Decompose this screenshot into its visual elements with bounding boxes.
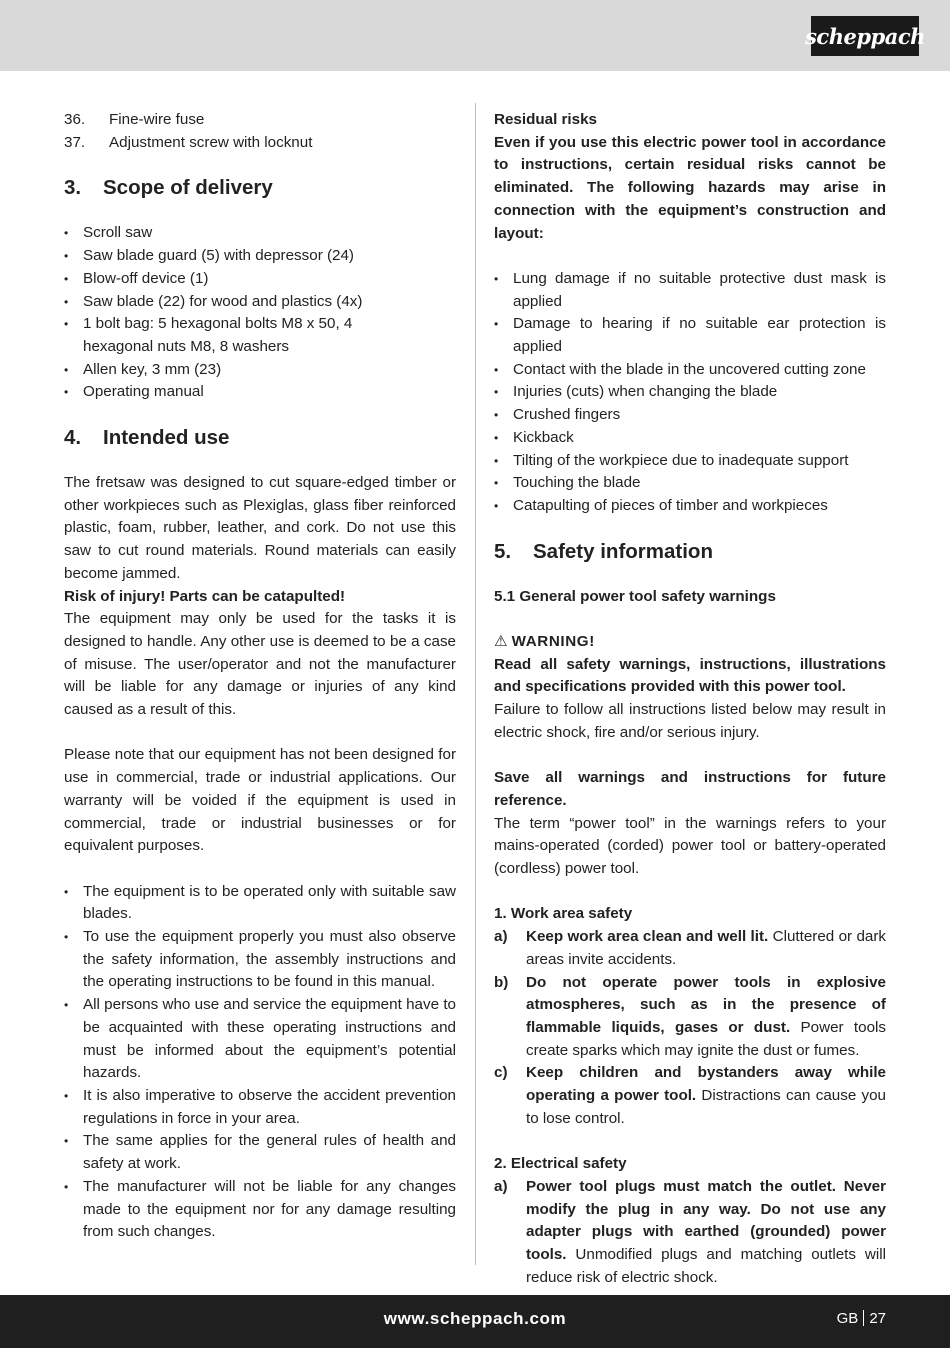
list-item: • Crushed fingers (494, 404, 886, 427)
page-header (0, 0, 950, 71)
residual-risks-list (494, 268, 886, 518)
residual-risks-title: Residual risks (494, 111, 597, 128)
warning-label: ⚠ WARNING! (494, 631, 886, 654)
list-item: b) Do not operate power tools in explosive atmospheres, such as in the presence of flammable liquids, gases or dust. Power tools create sparks which may ignite the dust or fumes. (494, 973, 887, 1059)
list-item: • To use the equipment properly you must also observe the safety information, the assembly instructions and the operating instructions to be found in this manual. (64, 926, 456, 994)
paragraph: The equipment may only be used for the tasks it is designed to handle. Any other use is deemed to be a case of misuse. The user/operator and not the manufacturer will be liable for any damage or injuries of any kind caused as a result of this. (64, 610, 456, 719)
section-heading-safety: 5. Safety information (494, 539, 713, 563)
list-item: • All persons who use and service the equipment have to be acquainted with these operating instructions and must be informed about the equipment’s potential hazards. (64, 994, 456, 1085)
list-item: • The manufacturer will not be liable for any changes made to the equipment nor for any damage resulting from such changes. (64, 1176, 456, 1244)
section-heading-scope: 3. Scope of delivery (64, 176, 273, 200)
paragraph: The fretsaw was designed to cut square-edged timber or other workpieces such as Plexiglas, glass fiber reinforced plastic, foam, rubber, leather, and cork. Do not use this saw to cut round materials. Round materials can easily become jammed. (64, 474, 456, 582)
electrical-safety-title: 2. Electrical safety (494, 1155, 627, 1173)
section-heading-intended-use: 4. Intended use (64, 426, 230, 450)
scope-list (64, 222, 456, 404)
list-item: • Saw blade guard (5) with depressor (24) (64, 245, 456, 268)
work-area-safety-title: 1. Work area safety (494, 905, 633, 923)
list-item: • Damage to hearing if no suitable ear protection is applied (494, 313, 886, 358)
list-item: • Blow-off device (1) (64, 268, 456, 291)
list-item: • Saw blade (22) for wood and plastics (4x) (64, 291, 456, 314)
list-item: • Touching the blade (494, 472, 886, 495)
list-item: 37. Adjustment screw with locknut (64, 133, 313, 151)
list-item: • Catapulting of pieces of timber and workpieces (494, 495, 886, 518)
page-number: GB 27 (836, 1310, 886, 1327)
list-item: c) Keep children and bystanders away while operating a power tool. Distractions can cause you to lose control. (494, 1064, 887, 1127)
list-item: • Scroll saw (64, 222, 456, 245)
left-column (64, 109, 456, 1244)
right-column (494, 109, 886, 1289)
intended-use-list (64, 881, 456, 1244)
list-item: • It is also imperative to observe the accident prevention regulations in force in your area. (64, 1085, 456, 1130)
list-item: • Injuries (cuts) when changing the blade (494, 381, 886, 404)
work-area-safety-list (494, 926, 886, 1130)
list-item: • The equipment is to be operated only with suitable saw blades. (64, 881, 456, 926)
read-all-warnings: Read all safety warnings, instructions, illustrations and specifications provided with this power tool. (494, 655, 886, 696)
list-item: a) Keep work area clean and well lit. Cluttered or dark areas invite accidents. (494, 928, 886, 968)
residual-risks-intro: Even if you use this electric power tool in accordance to instructions, certain residual risks cannot be eliminated. The following hazards may arise in connection with the equipment’s construction and layout: (494, 133, 886, 242)
list-item: 36. Fine-wire fuse (64, 111, 205, 128)
list-item: • 1 bolt bag: 5 hexagonal bolts M8 x 50, 4 hexagonal nuts M8, 8 washers (64, 313, 456, 358)
parts-list (64, 109, 456, 154)
list-item: • Tilting of the workpiece due to inadequate support (494, 450, 886, 473)
website-link[interactable]: www.scheppach.com (383, 1309, 567, 1328)
save-warnings: Save all warnings and instructions for future reference. (494, 769, 886, 809)
brand-logo: scheppach (811, 16, 919, 56)
electrical-safety-list (494, 1176, 886, 1290)
paragraph: Please note that our equipment has not been designed for use in commercial, trade or industrial applications. Our warranty will be voided if the equipment is used in commercial, trade or industrial businesses or for equivalent purposes. (64, 746, 456, 855)
column-divider (475, 103, 476, 1265)
list-item: • Lung damage if no suitable protective dust mask is applied (494, 268, 886, 313)
warning-triangle-icon: ⚠ (494, 633, 508, 651)
list-item: • The same applies for the general rules of health and safety at work. (64, 1130, 456, 1175)
general-warnings-title: 5.1 General power tool safety warnings (494, 587, 776, 605)
list-item: • Kickback (494, 427, 886, 450)
list-item: a) Power tool plugs must match the outlet. Never modify the plug in any way. Do not use any adapter plugs with earthed (grounded) power tools. Unmodified plugs and matching outlets will reduce risk of electric shock. (494, 1177, 886, 1286)
list-item: • Operating manual (64, 381, 456, 404)
list-item: • Allen key, 3 mm (23) (64, 359, 456, 382)
list-item: • Contact with the blade in the uncovered cutting zone (494, 359, 886, 382)
page-footer (0, 1295, 950, 1348)
paragraph: The term “power tool” in the warnings refers to your mains-operated (corded) power tool or battery-operated (cordless) power tool. (494, 814, 886, 878)
paragraph: Failure to follow all instructions listed below may result in electric shock, fire and/or serious injury. (494, 701, 886, 741)
risk-warning: Risk of injury! Parts can be catapulted! (64, 587, 346, 605)
